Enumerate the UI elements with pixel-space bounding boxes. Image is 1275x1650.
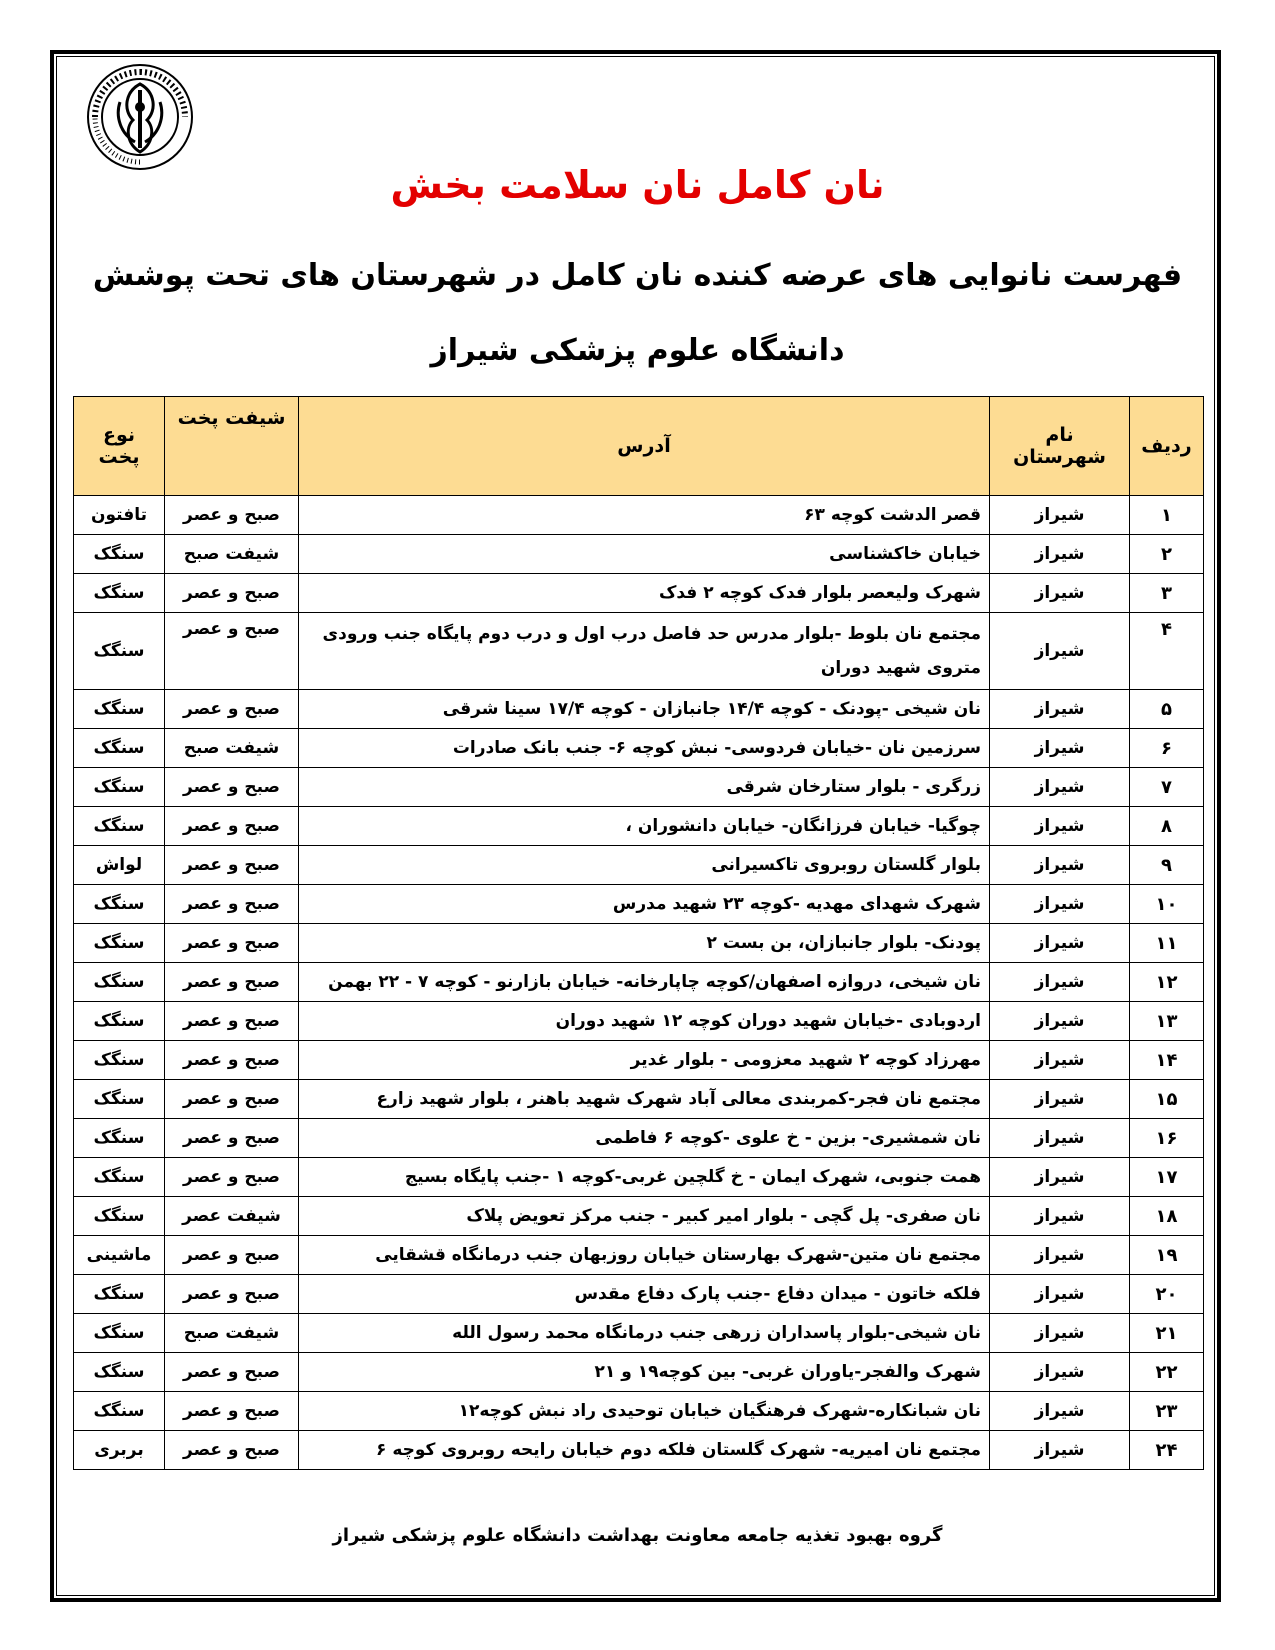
table-row: [74, 613, 1204, 690]
cell-address: نان شمشیری- بزین - خ علوی -کوچه ۶ فاطمی: [299, 1119, 990, 1158]
cell-row-number: ۳: [1130, 574, 1204, 613]
cell-row-number: ۱۹: [1130, 1236, 1204, 1275]
cell-city: شیراز: [990, 846, 1130, 885]
cell-city: شیراز: [990, 1041, 1130, 1080]
cell-address: مجتمع نان فجر-کمربندی معالی آباد شهرک شهید باهنر ، بلوار شهید زارع: [299, 1080, 990, 1119]
cell-baking-shift: صبح و عصر: [165, 807, 299, 846]
cell-city: شیراز: [990, 1119, 1130, 1158]
cell-city: شیراز: [990, 807, 1130, 846]
university-logo-icon: [85, 62, 195, 172]
cell-city: شیراز: [990, 885, 1130, 924]
cell-row-number: ۲۴: [1130, 1431, 1204, 1470]
cell-bread-type: سنگک: [74, 924, 165, 963]
cell-baking-shift: صبح و عصر: [165, 885, 299, 924]
subtitle-university: دانشگاه علوم پزشکی شیراز: [430, 333, 845, 368]
cell-bread-type: سنگک: [74, 1353, 165, 1392]
table-row: [74, 768, 1204, 807]
header-city: نام شهرستان: [990, 397, 1130, 496]
cell-bread-type: سنگک: [74, 1041, 165, 1080]
cell-baking-shift: صبح و عصر: [165, 768, 299, 807]
cell-row-number: ۵: [1130, 690, 1204, 729]
cell-row-number: ۲۳: [1130, 1392, 1204, 1431]
cell-bread-type: سنگک: [74, 1314, 165, 1353]
cell-city: شیراز: [990, 613, 1130, 690]
cell-bread-type: سنگک: [74, 1002, 165, 1041]
header-baking-shift: شیفت پخت: [165, 397, 299, 496]
cell-baking-shift: شیفت صبح: [165, 729, 299, 768]
cell-baking-shift: شیفت عصر: [165, 1197, 299, 1236]
cell-city: شیراز: [990, 535, 1130, 574]
cell-city: شیراز: [990, 1236, 1130, 1275]
table-row: [74, 1119, 1204, 1158]
cell-address: پودنک- بلوار جانبازان، بن بست ۲: [299, 924, 990, 963]
cell-baking-shift: شیفت صبح: [165, 1314, 299, 1353]
cell-baking-shift: شیفت صبح: [165, 535, 299, 574]
cell-address: نان شیخی-بلوار پاسداران زرهی جنب درمانگاه محمد رسول الله: [299, 1314, 990, 1353]
cell-bread-type: لواش: [74, 846, 165, 885]
cell-bread-type: ماشینی: [74, 1236, 165, 1275]
table-row: [74, 535, 1204, 574]
cell-baking-shift: صبح و عصر: [165, 613, 299, 690]
cell-row-number: ۱۱: [1130, 924, 1204, 963]
cell-city: شیراز: [990, 768, 1130, 807]
cell-city: شیراز: [990, 574, 1130, 613]
cell-row-number: ۲: [1130, 535, 1204, 574]
cell-row-number: ۱۴: [1130, 1041, 1204, 1080]
table-row: [74, 690, 1204, 729]
cell-row-number: ۱۳: [1130, 1002, 1204, 1041]
cell-address: شهرک والفجر-یاوران غربی- بین کوچه۱۹ و ۲۱: [299, 1353, 990, 1392]
cell-baking-shift: صبح و عصر: [165, 1158, 299, 1197]
table-row: [74, 574, 1204, 613]
cell-address: نان شیخی، دروازه اصفهان/کوچه چاپارخانه- خیابان بازارنو - کوچه ۷ - ۲۲ بهمن: [299, 963, 990, 1002]
cell-address: اردوبادی -خیابان شهید دوران کوچه ۱۲ شهید دوران: [299, 1002, 990, 1041]
table-row: [74, 807, 1204, 846]
table-row: [74, 1041, 1204, 1080]
cell-row-number: ۱۰: [1130, 885, 1204, 924]
cell-baking-shift: صبح و عصر: [165, 924, 299, 963]
cell-baking-shift: صبح و عصر: [165, 690, 299, 729]
cell-bread-type: سنگک: [74, 1080, 165, 1119]
cell-city: شیراز: [990, 1158, 1130, 1197]
table-body: [74, 496, 1204, 1470]
cell-baking-shift: صبح و عصر: [165, 1275, 299, 1314]
cell-baking-shift: صبح و عصر: [165, 1041, 299, 1080]
cell-baking-shift: صبح و عصر: [165, 574, 299, 613]
cell-row-number: ۲۰: [1130, 1275, 1204, 1314]
table-row: [74, 963, 1204, 1002]
cell-row-number: ۲۲: [1130, 1353, 1204, 1392]
table-row: [74, 1158, 1204, 1197]
cell-address: شهرک ولیعصر بلوار فدک کوچه ۲ فدک: [299, 574, 990, 613]
cell-row-number: ۸: [1130, 807, 1204, 846]
table-row: [74, 924, 1204, 963]
cell-city: شیراز: [990, 1353, 1130, 1392]
table-row: [74, 729, 1204, 768]
table-row: [74, 1353, 1204, 1392]
cell-address: همت جنوبی، شهرک ایمان - خ گلچین غربی-کوچه ۱ -جنب پایگاه بسیج: [299, 1158, 990, 1197]
footer-note: گروه بهبود تغذیه جامعه معاونت بهداشت دانشگاه علوم پزشکی شیراز: [332, 1525, 943, 1546]
cell-bread-type: سنگک: [74, 613, 165, 690]
cell-baking-shift: صبح و عصر: [165, 963, 299, 1002]
cell-row-number: ۹: [1130, 846, 1204, 885]
cell-city: شیراز: [990, 690, 1130, 729]
cell-bread-type: سنگک: [74, 1119, 165, 1158]
cell-row-number: ۷: [1130, 768, 1204, 807]
cell-row-number: ۴: [1130, 613, 1204, 690]
cell-address: شهرک شهدای مهدیه -کوچه ۲۳ شهید مدرس: [299, 885, 990, 924]
cell-baking-shift: صبح و عصر: [165, 1392, 299, 1431]
cell-bread-type: سنگک: [74, 535, 165, 574]
cell-city: شیراز: [990, 1080, 1130, 1119]
cell-city: شیراز: [990, 924, 1130, 963]
cell-bread-type: سنگک: [74, 574, 165, 613]
cell-address: مهرزاد کوچه ۲ شهید معزومی - بلوار غدیر: [299, 1041, 990, 1080]
cell-bread-type: سنگک: [74, 963, 165, 1002]
cell-baking-shift: صبح و عصر: [165, 496, 299, 535]
cell-city: شیراز: [990, 1197, 1130, 1236]
cell-bread-type: سنگک: [74, 1275, 165, 1314]
table-row: [74, 1002, 1204, 1041]
cell-row-number: ۱۶: [1130, 1119, 1204, 1158]
cell-bread-type: سنگک: [74, 1392, 165, 1431]
cell-city: شیراز: [990, 1431, 1130, 1470]
cell-address: مجتمع نان متین-شهرک بهارستان خیابان روزبهان جنب درمانگاه قشقایی: [299, 1236, 990, 1275]
cell-city: شیراز: [990, 729, 1130, 768]
cell-row-number: ۱۵: [1130, 1080, 1204, 1119]
cell-address: خیابان خاکشناسی: [299, 535, 990, 574]
cell-address: قصر الدشت کوچه ۶۳: [299, 496, 990, 535]
table-row: [74, 1080, 1204, 1119]
cell-address: زرگری - بلوار ستارخان شرقی: [299, 768, 990, 807]
cell-address: مجتمع نان بلوط -بلوار مدرس حد فاصل درب اول و درب دوم پایگاه جنب ورودی متروی شهید دوران: [299, 613, 990, 690]
cell-city: شیراز: [990, 1392, 1130, 1431]
table-row: [74, 496, 1204, 535]
cell-row-number: ۱۲: [1130, 963, 1204, 1002]
cell-city: شیراز: [990, 1275, 1130, 1314]
cell-address: فلکه خاتون - میدان دفاع -جنب پارک دفاع مقدس: [299, 1275, 990, 1314]
table-row: [74, 1197, 1204, 1236]
table-row: [74, 1314, 1204, 1353]
cell-address: نان صفری- پل گچی - بلوار امیر کبیر - جنب مرکز تعویض پلاک: [299, 1197, 990, 1236]
cell-baking-shift: صبح و عصر: [165, 1353, 299, 1392]
table-row: [74, 885, 1204, 924]
table-row: [74, 1275, 1204, 1314]
subtitle-list: فهرست نانوایی های عرضه کننده نان کامل در شهرستان های تحت پوشش: [92, 258, 1183, 293]
table-header-row: [74, 397, 1204, 496]
cell-baking-shift: صبح و عصر: [165, 1236, 299, 1275]
cell-bread-type: سنگک: [74, 768, 165, 807]
cell-city: شیراز: [990, 1314, 1130, 1353]
table-row: [74, 1236, 1204, 1275]
page-title: نان کامل نان سلامت بخش: [390, 163, 885, 207]
bakeries-table: [73, 396, 1204, 1470]
cell-baking-shift: صبح و عصر: [165, 1002, 299, 1041]
cell-address: نان شبانکاره-شهرک فرهنگیان خیابان توحیدی راد نبش کوچه۱۲: [299, 1392, 990, 1431]
cell-row-number: ۲۱: [1130, 1314, 1204, 1353]
cell-row-number: ۱۸: [1130, 1197, 1204, 1236]
cell-baking-shift: صبح و عصر: [165, 1119, 299, 1158]
cell-bread-type: سنگک: [74, 807, 165, 846]
cell-address: مجتمع نان امیریه- شهرک گلستان فلکه دوم خیابان رایحه روبروی کوچه ۶: [299, 1431, 990, 1470]
cell-baking-shift: صبح و عصر: [165, 1431, 299, 1470]
cell-baking-shift: صبح و عصر: [165, 1080, 299, 1119]
cell-bread-type: تافتون: [74, 496, 165, 535]
cell-baking-shift: صبح و عصر: [165, 846, 299, 885]
cell-city: شیراز: [990, 963, 1130, 1002]
cell-bread-type: بربری: [74, 1431, 165, 1470]
header-address: آدرس: [299, 397, 990, 496]
cell-city: شیراز: [990, 496, 1130, 535]
cell-bread-type: سنگک: [74, 690, 165, 729]
cell-address: چوگیا- خیابان فرزانگان- خیابان دانشوران ،: [299, 807, 990, 846]
cell-bread-type: سنگک: [74, 885, 165, 924]
header-bread-type: نوع پخت: [74, 397, 165, 496]
cell-bread-type: سنگک: [74, 1158, 165, 1197]
cell-city: شیراز: [990, 1002, 1130, 1041]
table-row: [74, 1392, 1204, 1431]
header-row-number: ردیف: [1130, 397, 1204, 496]
cell-bread-type: سنگک: [74, 1197, 165, 1236]
table-row: [74, 1431, 1204, 1470]
cell-address: نان شیخی -پودنک - کوچه ۱۴/۴ جانبازان - کوچه ۱۷/۴ سینا شرقی: [299, 690, 990, 729]
cell-address: سرزمین نان -خیابان فردوسی- نبش کوچه ۶- جنب بانک صادرات: [299, 729, 990, 768]
cell-row-number: ۱۷: [1130, 1158, 1204, 1197]
cell-bread-type: سنگک: [74, 729, 165, 768]
cell-row-number: ۱: [1130, 496, 1204, 535]
table-row: [74, 846, 1204, 885]
cell-address: بلوار گلستان روبروی تاکسیرانی: [299, 846, 990, 885]
cell-row-number: ۶: [1130, 729, 1204, 768]
